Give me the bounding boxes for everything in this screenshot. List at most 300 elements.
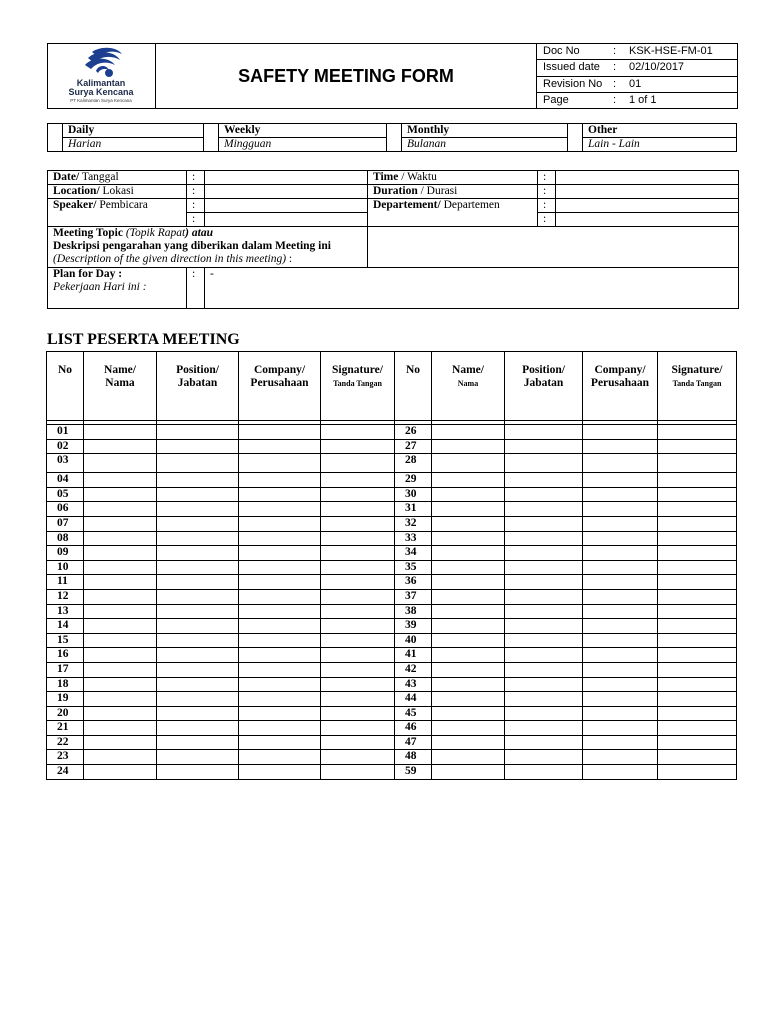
duration-label: Duration / Durasi	[368, 185, 538, 199]
table-row	[47, 677, 737, 692]
company-cell-right[interactable]	[583, 648, 658, 663]
position-cell[interactable]	[157, 750, 239, 765]
col-company: Company/ Perusahaan	[239, 352, 321, 421]
position-cell-right[interactable]	[505, 735, 583, 750]
signature-cell[interactable]	[321, 560, 395, 575]
plan-field[interactable]: -	[205, 268, 739, 309]
position-cell-right[interactable]	[505, 677, 583, 692]
list-title: LIST PESERTA MEETING	[47, 331, 240, 348]
row-number-right: 32	[395, 516, 432, 531]
company-cell-right[interactable]	[583, 546, 658, 561]
table-row	[47, 633, 737, 648]
signature-cell[interactable]	[321, 692, 395, 707]
signature-cell-right[interactable]	[658, 439, 737, 454]
company-cell-right[interactable]	[583, 677, 658, 692]
name-cell[interactable]	[84, 662, 157, 677]
row-number: 14	[47, 619, 84, 634]
name-cell[interactable]	[84, 473, 157, 488]
position-cell[interactable]	[157, 648, 239, 663]
signature-cell-right[interactable]	[658, 662, 737, 677]
name-cell-right[interactable]	[432, 546, 505, 561]
position-cell-right[interactable]	[505, 692, 583, 707]
table-row	[47, 439, 737, 454]
name-cell[interactable]	[84, 439, 157, 454]
row-number-right: 29	[395, 473, 432, 488]
position-cell[interactable]	[157, 502, 239, 517]
signature-cell[interactable]	[321, 677, 395, 692]
signature-cell[interactable]	[321, 765, 395, 780]
signature-cell[interactable]	[321, 575, 395, 590]
signature-cell[interactable]	[321, 425, 395, 440]
signature-cell[interactable]	[321, 604, 395, 619]
row-number-right: 33	[395, 531, 432, 546]
name-cell-right[interactable]	[432, 750, 505, 765]
position-cell-right[interactable]	[505, 473, 583, 488]
position-cell[interactable]	[157, 439, 239, 454]
row-number: 18	[47, 677, 84, 692]
signature-cell[interactable]	[321, 662, 395, 677]
company-cell[interactable]	[239, 546, 321, 561]
company-cell[interactable]	[239, 454, 321, 473]
position-cell[interactable]	[157, 735, 239, 750]
logo-swirl-icon	[48, 44, 155, 104]
monthly-sub: Bulanan	[402, 138, 568, 152]
colon: :	[613, 76, 623, 92]
table-row	[47, 604, 737, 619]
company-cell[interactable]	[239, 706, 321, 721]
company-logo	[48, 44, 156, 109]
row-number-right: 31	[395, 502, 432, 517]
company-cell-right[interactable]	[583, 662, 658, 677]
position-cell[interactable]	[157, 531, 239, 546]
daily-sub: Harian	[63, 138, 204, 152]
company-cell-right[interactable]	[583, 589, 658, 604]
signature-cell[interactable]	[321, 648, 395, 663]
row-number: 06	[47, 502, 84, 517]
company-cell-right[interactable]	[583, 692, 658, 707]
position-cell[interactable]	[157, 516, 239, 531]
signature-cell-right[interactable]	[658, 721, 737, 736]
position-cell-right[interactable]	[505, 765, 583, 780]
row-number-right: 39	[395, 619, 432, 634]
signature-cell-right[interactable]	[658, 677, 737, 692]
signature-cell[interactable]	[321, 706, 395, 721]
name-cell-right[interactable]	[432, 692, 505, 707]
row-number: 12	[47, 589, 84, 604]
position-cell-right[interactable]	[505, 560, 583, 575]
signature-cell[interactable]	[321, 502, 395, 517]
department-label: Departement/ Departemen	[368, 199, 538, 227]
row-number-right: 44	[395, 692, 432, 707]
colon: :	[538, 199, 556, 213]
signature-cell[interactable]	[321, 531, 395, 546]
signature-cell-right[interactable]	[658, 735, 737, 750]
colon: :	[187, 185, 205, 199]
department-field[interactable]	[556, 199, 739, 213]
row-number-right: 37	[395, 589, 432, 604]
row-number-right: 35	[395, 560, 432, 575]
company-cell[interactable]	[239, 439, 321, 454]
name-cell-right[interactable]	[432, 425, 505, 440]
company-cell[interactable]	[239, 677, 321, 692]
position-cell-right[interactable]	[505, 575, 583, 590]
row-number: 03	[47, 454, 84, 473]
weekly-label: Weekly	[219, 124, 387, 138]
name-cell-right[interactable]	[432, 575, 505, 590]
position-cell[interactable]	[157, 692, 239, 707]
table-row	[47, 692, 737, 707]
row-number: 05	[47, 487, 84, 502]
weekly-checkbox[interactable]	[204, 124, 219, 152]
company-cell[interactable]	[239, 604, 321, 619]
duration-field[interactable]	[556, 185, 739, 199]
position-cell-right[interactable]	[505, 619, 583, 634]
name-cell[interactable]	[84, 765, 157, 780]
company-cell[interactable]	[239, 487, 321, 502]
company-cell[interactable]	[239, 425, 321, 440]
company-cell[interactable]	[239, 531, 321, 546]
table-row	[47, 531, 737, 546]
position-cell[interactable]	[157, 454, 239, 473]
company-cell[interactable]	[239, 633, 321, 648]
time-label: Time / Waktu	[368, 171, 538, 185]
company-cell[interactable]	[239, 575, 321, 590]
signature-cell-right[interactable]	[658, 575, 737, 590]
company-cell[interactable]	[239, 516, 321, 531]
company-cell-right[interactable]	[583, 425, 658, 440]
signature-cell-right[interactable]	[658, 487, 737, 502]
position-cell-right[interactable]	[505, 487, 583, 502]
name-cell-right[interactable]	[432, 619, 505, 634]
signature-cell[interactable]	[321, 487, 395, 502]
name-cell[interactable]	[84, 575, 157, 590]
name-cell-right[interactable]	[432, 560, 505, 575]
company-cell[interactable]	[239, 648, 321, 663]
position-cell[interactable]	[157, 487, 239, 502]
signature-cell-right[interactable]	[658, 692, 737, 707]
issued-date-label: Issued date	[537, 60, 614, 76]
company-cell-right[interactable]	[583, 735, 658, 750]
position-cell[interactable]	[157, 677, 239, 692]
weekly-sub: Mingguan	[219, 138, 387, 152]
date-label: Date/ Tanggal	[48, 171, 187, 185]
signature-cell-right[interactable]	[658, 633, 737, 648]
time-field[interactable]	[556, 171, 739, 185]
name-cell-right[interactable]	[432, 439, 505, 454]
position-cell[interactable]	[157, 706, 239, 721]
name-cell-right[interactable]	[432, 721, 505, 736]
name-cell[interactable]	[84, 706, 157, 721]
speaker-field-2[interactable]	[205, 213, 368, 227]
position-cell[interactable]	[157, 560, 239, 575]
signature-cell[interactable]	[321, 454, 395, 473]
row-number: 10	[47, 560, 84, 575]
name-cell-right[interactable]	[432, 735, 505, 750]
company-cell-right[interactable]	[583, 439, 658, 454]
company-cell-right[interactable]	[583, 454, 658, 473]
participant-table	[46, 351, 737, 780]
meeting-topic-field[interactable]	[368, 227, 739, 268]
name-cell-right[interactable]	[432, 502, 505, 517]
company-cell-right[interactable]	[583, 619, 658, 634]
name-cell-right[interactable]	[432, 454, 505, 473]
company-cell[interactable]	[239, 750, 321, 765]
signature-cell-right[interactable]	[658, 454, 737, 473]
colon: :	[613, 92, 623, 108]
company-cell[interactable]	[239, 619, 321, 634]
company-cell-right[interactable]	[583, 473, 658, 488]
name-cell-right[interactable]	[432, 706, 505, 721]
monthly-checkbox[interactable]	[387, 124, 402, 152]
company-cell[interactable]	[239, 735, 321, 750]
name-cell-right[interactable]	[432, 604, 505, 619]
position-cell[interactable]	[157, 619, 239, 634]
name-cell-right[interactable]	[432, 516, 505, 531]
name-cell-right[interactable]	[432, 487, 505, 502]
revision-no-value: 01	[623, 76, 738, 92]
name-cell[interactable]	[84, 487, 157, 502]
col-name: Name/ Nama	[84, 352, 157, 421]
colon: :	[538, 185, 556, 199]
position-cell[interactable]	[157, 546, 239, 561]
signature-cell[interactable]	[321, 473, 395, 488]
speaker-field[interactable]	[205, 199, 368, 213]
date-field[interactable]	[205, 171, 368, 185]
signature-cell-right[interactable]	[658, 425, 737, 440]
logo-line2: Surya Kencana	[68, 87, 134, 97]
table-row	[47, 516, 737, 531]
company-cell-right[interactable]	[583, 765, 658, 780]
row-number: 08	[47, 531, 84, 546]
company-cell-right[interactable]	[583, 516, 658, 531]
name-cell-right[interactable]	[432, 589, 505, 604]
row-number-right: 30	[395, 487, 432, 502]
signature-cell-right[interactable]	[658, 516, 737, 531]
row-number: 01	[47, 425, 84, 440]
col-no-right: No	[395, 352, 432, 421]
position-cell-right[interactable]	[505, 502, 583, 517]
position-cell-right[interactable]	[505, 516, 583, 531]
signature-cell[interactable]	[321, 516, 395, 531]
name-cell-right[interactable]	[432, 677, 505, 692]
signature-cell-right[interactable]	[658, 531, 737, 546]
other-checkbox[interactable]	[568, 124, 583, 152]
position-cell-right[interactable]	[505, 546, 583, 561]
company-cell[interactable]	[239, 721, 321, 736]
name-cell[interactable]	[84, 619, 157, 634]
col-position: Position/ Jabatan	[157, 352, 239, 421]
position-cell-right[interactable]	[505, 531, 583, 546]
name-cell[interactable]	[84, 735, 157, 750]
position-cell-right[interactable]	[505, 721, 583, 736]
signature-cell-right[interactable]	[658, 765, 737, 780]
row-number: 24	[47, 765, 84, 780]
name-cell-right[interactable]	[432, 662, 505, 677]
name-cell-right[interactable]	[432, 473, 505, 488]
department-field-2[interactable]	[556, 213, 739, 227]
row-number-right: 40	[395, 633, 432, 648]
colon: :	[187, 171, 205, 185]
company-cell[interactable]	[239, 692, 321, 707]
company-cell-right[interactable]	[583, 560, 658, 575]
signature-cell-right[interactable]	[658, 502, 737, 517]
col-signature-right: Signature/ Tanda Tangan	[658, 352, 737, 421]
row-number: 13	[47, 604, 84, 619]
company-cell[interactable]	[239, 473, 321, 488]
row-number: 21	[47, 721, 84, 736]
position-cell-right[interactable]	[505, 604, 583, 619]
name-cell[interactable]	[84, 692, 157, 707]
signature-cell-right[interactable]	[658, 589, 737, 604]
position-cell[interactable]	[157, 575, 239, 590]
page-label: Page	[537, 92, 614, 108]
company-cell[interactable]	[239, 765, 321, 780]
table-row	[47, 546, 737, 561]
position-cell-right[interactable]	[505, 439, 583, 454]
signature-cell-right[interactable]	[658, 648, 737, 663]
company-cell[interactable]	[239, 589, 321, 604]
table-row	[47, 765, 737, 780]
company-cell-right[interactable]	[583, 604, 658, 619]
name-cell[interactable]	[84, 531, 157, 546]
signature-cell-right[interactable]	[658, 604, 737, 619]
name-cell[interactable]	[84, 750, 157, 765]
position-cell-right[interactable]	[505, 648, 583, 663]
row-number: 20	[47, 706, 84, 721]
name-cell[interactable]	[84, 648, 157, 663]
company-cell-right[interactable]	[583, 721, 658, 736]
signature-cell-right[interactable]	[658, 546, 737, 561]
name-cell[interactable]	[84, 425, 157, 440]
position-cell[interactable]	[157, 604, 239, 619]
name-cell[interactable]	[84, 546, 157, 561]
signature-cell-right[interactable]	[658, 473, 737, 488]
table-row	[47, 425, 737, 440]
signature-cell-right[interactable]	[658, 619, 737, 634]
position-cell[interactable]	[157, 425, 239, 440]
table-row	[47, 502, 737, 517]
name-cell-right[interactable]	[432, 633, 505, 648]
table-row	[47, 487, 737, 502]
name-cell[interactable]	[84, 633, 157, 648]
company-cell-right[interactable]	[583, 487, 658, 502]
company-cell-right[interactable]	[583, 575, 658, 590]
table-header	[47, 352, 737, 421]
signature-cell-right[interactable]	[658, 706, 737, 721]
frequency-table	[47, 123, 737, 152]
company-cell[interactable]	[239, 502, 321, 517]
name-cell[interactable]	[84, 604, 157, 619]
signature-cell[interactable]	[321, 750, 395, 765]
daily-checkbox[interactable]	[48, 124, 63, 152]
position-cell[interactable]	[157, 662, 239, 677]
company-cell-right[interactable]	[583, 531, 658, 546]
name-cell-right[interactable]	[432, 765, 505, 780]
signature-cell[interactable]	[321, 589, 395, 604]
location-field[interactable]	[205, 185, 368, 199]
name-cell-right[interactable]	[432, 648, 505, 663]
position-cell[interactable]	[157, 765, 239, 780]
row-number-right: 42	[395, 662, 432, 677]
position-cell-right[interactable]	[505, 589, 583, 604]
table-row	[47, 619, 737, 634]
colon: :	[538, 171, 556, 185]
location-label: Location/ Lokasi	[48, 185, 187, 199]
row-number-right: 41	[395, 648, 432, 663]
position-cell-right[interactable]	[505, 662, 583, 677]
signature-cell[interactable]	[321, 546, 395, 561]
name-cell[interactable]	[84, 502, 157, 517]
position-cell-right[interactable]	[505, 454, 583, 473]
form-title: SAFETY MEETING FORM	[156, 44, 537, 109]
company-cell-right[interactable]	[583, 750, 658, 765]
revision-no-label: Revision No	[537, 76, 614, 92]
row-number: 11	[47, 575, 84, 590]
name-cell-right[interactable]	[432, 531, 505, 546]
name-cell[interactable]	[84, 677, 157, 692]
signature-cell[interactable]	[321, 735, 395, 750]
company-cell-right[interactable]	[583, 502, 658, 517]
position-cell-right[interactable]	[505, 706, 583, 721]
monthly-label: Monthly	[402, 124, 568, 138]
company-cell[interactable]	[239, 560, 321, 575]
name-cell[interactable]	[84, 560, 157, 575]
row-number: 19	[47, 692, 84, 707]
signature-cell[interactable]	[321, 619, 395, 634]
row-number: 09	[47, 546, 84, 561]
table-row	[47, 662, 737, 677]
position-cell[interactable]	[157, 473, 239, 488]
position-cell[interactable]	[157, 589, 239, 604]
other-sub: Lain - Lain	[583, 138, 737, 152]
name-cell[interactable]	[84, 516, 157, 531]
row-number-right: 59	[395, 765, 432, 780]
issued-date-value: 02/10/2017	[623, 60, 738, 76]
name-cell[interactable]	[84, 589, 157, 604]
table-row	[47, 750, 737, 765]
row-number: 07	[47, 516, 84, 531]
col-signature: Signature/ Tanda Tangan	[321, 352, 395, 421]
name-cell[interactable]	[84, 454, 157, 473]
signature-cell[interactable]	[321, 721, 395, 736]
position-cell-right[interactable]	[505, 750, 583, 765]
signature-cell[interactable]	[321, 633, 395, 648]
table-row	[47, 560, 737, 575]
position-cell[interactable]	[157, 721, 239, 736]
row-number-right: 36	[395, 575, 432, 590]
name-cell[interactable]	[84, 721, 157, 736]
company-cell[interactable]	[239, 662, 321, 677]
other-label: Other	[583, 124, 737, 138]
position-cell[interactable]	[157, 633, 239, 648]
company-cell-right[interactable]	[583, 706, 658, 721]
row-number: 17	[47, 662, 84, 677]
table-row	[47, 575, 737, 590]
signature-cell-right[interactable]	[658, 750, 737, 765]
col-position-right: Position/ Jabatan	[505, 352, 583, 421]
plan-label: Plan for Day : Pekerjaan Hari ini :	[48, 268, 187, 309]
signature-cell-right[interactable]	[658, 560, 737, 575]
position-cell-right[interactable]	[505, 633, 583, 648]
company-cell-right[interactable]	[583, 633, 658, 648]
signature-cell[interactable]	[321, 439, 395, 454]
colon: :	[613, 44, 623, 60]
colon: :	[187, 268, 205, 309]
doc-no-value: KSK-HSE-FM-01	[623, 44, 738, 60]
row-number: 16	[47, 648, 84, 663]
doc-no-label: Doc No	[537, 44, 614, 60]
position-cell-right[interactable]	[505, 425, 583, 440]
